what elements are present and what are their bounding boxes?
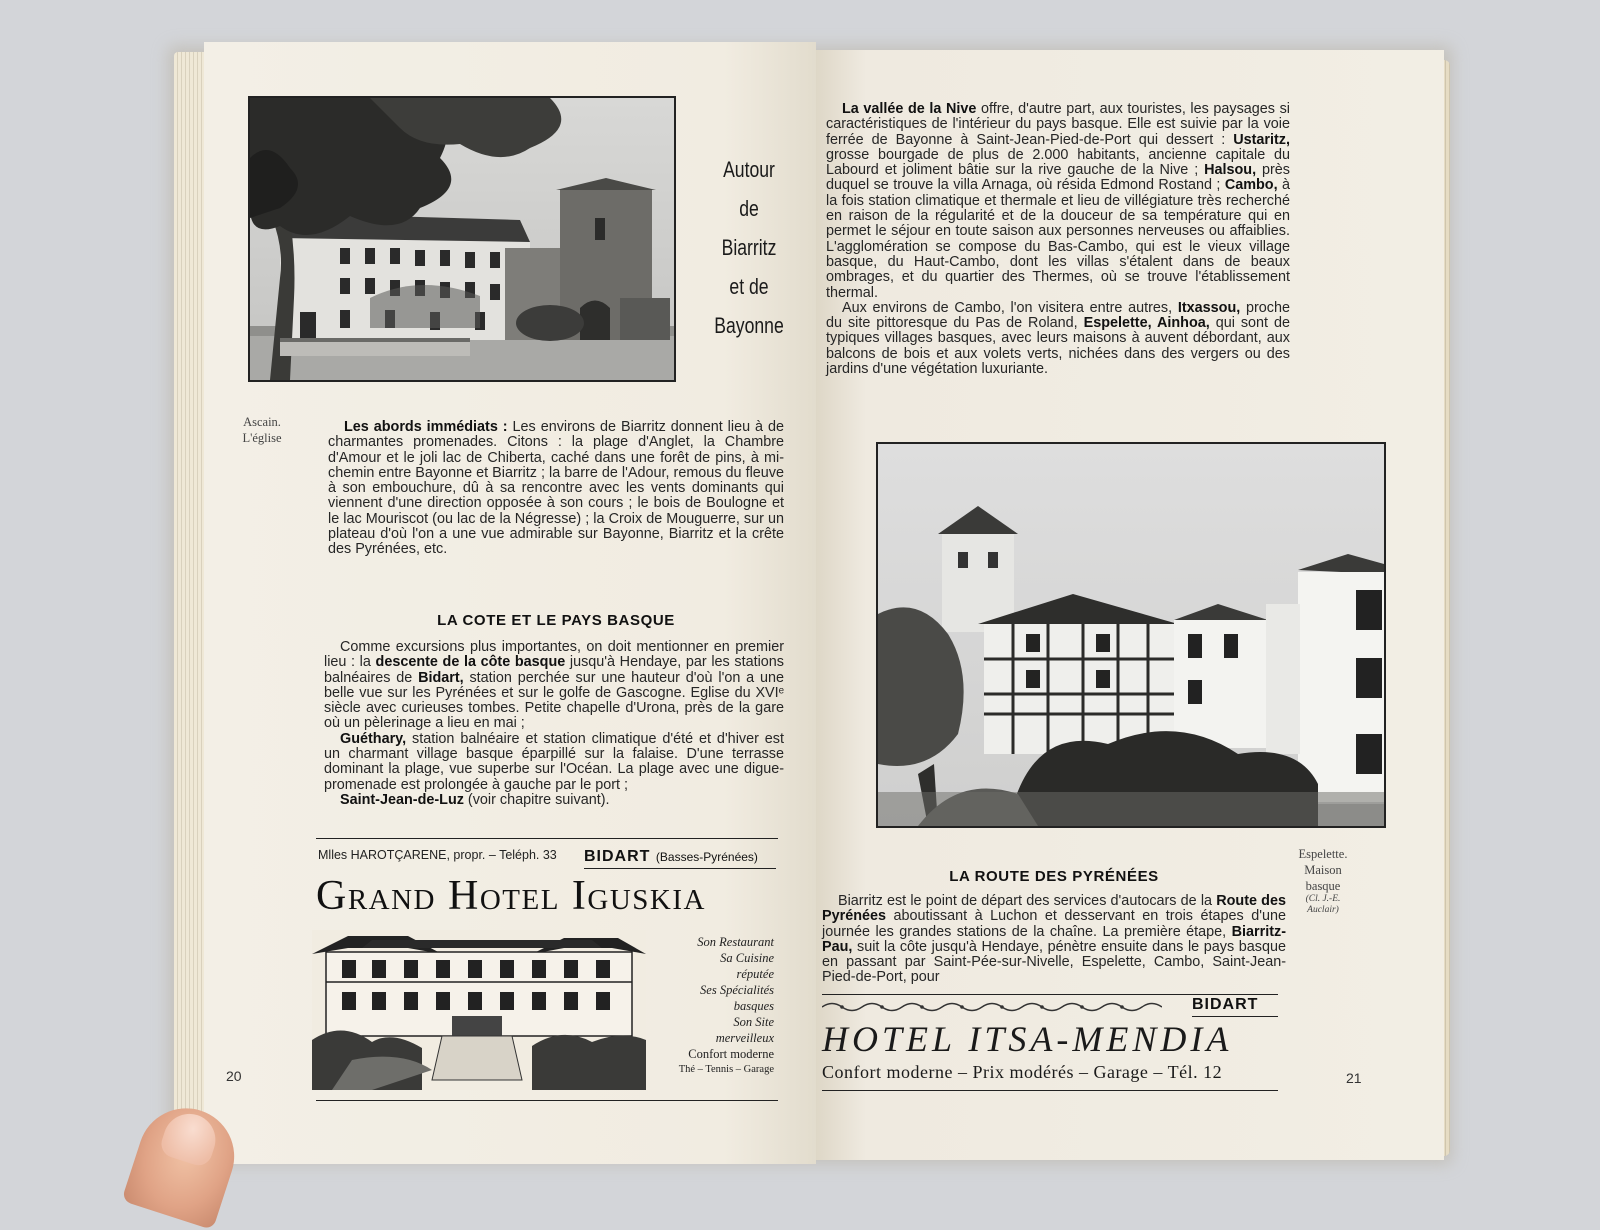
photo-espelette-house: [876, 442, 1386, 828]
paragraph-text: Biarritz est le point de départ des services d'autocars de la: [838, 893, 1217, 909]
ad-feature: Son Restaurant: [697, 935, 774, 949]
caption-line: basque: [1305, 879, 1341, 893]
title-line: Biarritz: [721, 235, 777, 260]
bold-term: Ustaritz,: [1233, 131, 1290, 148]
paragraph-abords: [328, 420, 784, 558]
bold-term: Saint-Jean-de-Luz: [340, 791, 464, 808]
bold-term: La vallée de la Nive: [842, 101, 977, 117]
ad-town-bidart: [584, 848, 758, 866]
bold-term: Biarritz-Pau,: [822, 923, 1286, 955]
photo-credit-line: Auclair): [1307, 905, 1339, 915]
ad-bottom-rule: [822, 1090, 1278, 1091]
paragraph-text: qui sont de typiques villages basques, avec leurs maisons à auvent débordant, aux balcons de bois et aux volets verts, nichées dans des vergers ou des jardins d'une végétation luxuriante.: [826, 315, 1290, 378]
left-page: [204, 42, 816, 1164]
bold-term: Halsou,: [1204, 162, 1257, 179]
paragraph-text: proche du site pittoresque du Pas de Roland,: [826, 299, 1290, 332]
right-page: [816, 50, 1444, 1160]
paragraph-text: Aux environs de Cambo, l'on visitera entre autres,: [842, 299, 1178, 316]
paragraph-text: Comme excursions plus importantes, on doit mentionner en premier lieu : la: [324, 639, 784, 671]
caption-line: L'église: [242, 431, 282, 445]
bold-term: Espelette, Ainhoa,: [1083, 315, 1210, 332]
paragraph-text: (voir chapitre suivant).: [463, 791, 610, 808]
ad-top-rule: [316, 838, 778, 839]
caption-line: Maison: [1304, 863, 1342, 877]
ad-bottom-rule: [316, 1100, 778, 1101]
bold-term: Route des Pyrénées: [822, 893, 1286, 925]
paragraph-text: grosse bourgade de plus de 2.000 habitants, ancienne capitale du Labourd et joliment bâtie sur la rive gauche de la Nive ;: [826, 146, 1290, 179]
paragraph-route-pyrenees: [822, 894, 1286, 986]
ad-features-list: [634, 934, 774, 1078]
paragraph-excursions: [324, 640, 784, 808]
bold-term: Bidart,: [418, 669, 464, 686]
paragraph-text: jusqu'à Hendaye, par les stations balnéaires de: [324, 654, 784, 686]
ad-feature: Confort moderne: [688, 1047, 774, 1061]
bold-term: Guéthary,: [340, 730, 407, 747]
caption-line: Ascain.: [243, 415, 281, 429]
page-number-right: 21: [1346, 1070, 1362, 1086]
photo-ascain-church: [248, 96, 676, 382]
ad-hotel-name-itsa-mendia: HOTEL ITSA-MENDIA: [822, 1019, 1233, 1059]
ad-owner-line: Mlles HAROTÇARENE, propr. – Teléph. 33: [318, 848, 557, 862]
ad-rule-under-bidart: [584, 868, 776, 869]
bold-term: descente de la côte basque: [375, 654, 566, 671]
ad-feature: réputée: [736, 967, 774, 981]
title-line: Autour: [723, 157, 775, 182]
ad-ornament-scroll: [822, 1000, 1162, 1014]
paragraph-text: près duquel se trouve la villa Arnaga, où résida Edmond Rostand ;: [826, 162, 1290, 194]
ad-feature: basques: [733, 999, 774, 1013]
bold-term: Cambo,: [1224, 177, 1278, 194]
paragraph-text: aboutissant à Luchon et desservant en trois étapes d'une journée les grandes stations de la chaîne. La première étape,: [822, 908, 1286, 940]
ad-town: BIDART: [584, 848, 651, 865]
section-title-autour: [705, 150, 793, 345]
paragraph-text: à la fois station climatique et thermale et lieu de villégiature très recherché en raison de la régularité et de la douceur de sa température qui en permet le séjour en toute saison aux personnes nerveuses ou affaiblies. L'agglomération se compose du Bas-Cambo, qui est le vieux village basque, du Haut-Cambo, dont les villas s'étalent dans de beaux ombrages, et du quartier des Thermes, où se trouve l'établissement thermal.: [826, 177, 1290, 301]
photo-caption-ascain: [232, 414, 292, 446]
ad-feature: Sa Cuisine: [720, 951, 774, 965]
ad-feature: Thé – Tennis – Garage: [678, 1064, 774, 1075]
paragraph-text: offre, d'autre part, aux touristes, les paysages si caractéristiques de l'intérieur du pays basque. Elle est suivie par la voie ferrée de Bayonne à Saint-Jean-Pied-de-Port qui dessert :: [826, 101, 1290, 148]
section-heading-route: LA ROUTE DES PYRÉNÉES: [949, 868, 1159, 885]
ad-feature: merveilleux: [715, 1031, 774, 1045]
paragraph-vallee-nive: [826, 102, 1290, 377]
ad-tagline: Confort moderne – Prix modérés – Garage – Tél. 12: [822, 1062, 1223, 1082]
ad-region: (Basses-Pyrénées): [655, 850, 758, 864]
title-line: de: [739, 196, 759, 221]
paragraph-text: Les environs de Biarritz donnent lieu à de charmantes promenades. Citons : la plage d'Anglet, la Chambre d'Amour et le joli lac de Chiberta, caché dans une forêt de pins, à mi-chemin entre Bayonne et Biarritz ; la barre de l'Adour, remous du fleuve à son embouchure, dû à sa rencontre avec les vents dominants qui viennent d'une direction opposée à son cours ; le bois de Boulogne et le lac Mouriscot (ou lac de la Négresse) ; la Croix de Mouguerre, sur un plateau d'où l'on a une vue admirable sur Bayonne, Biarritz et la crête des Pyrénées, etc.: [328, 419, 784, 558]
photo-credit-line: (Cl. J.-E.: [1305, 894, 1341, 904]
ad-illustration-hotel: [312, 930, 646, 1090]
ad-town-bidart: BIDART: [1192, 996, 1259, 1013]
bold-term: Les abords immédiats :: [344, 419, 508, 435]
ad-rule-under-bidart: [1192, 1016, 1278, 1017]
title-line: et de: [729, 274, 769, 299]
paragraph-text: suit la côte jusqu'à Hendaye, pénètre ensuite dans le pays basque en passant par Saint-Pée-sur-Nivelle, Espelette, Cambo, Saint-Jean-Pied-de-Port, pour: [822, 938, 1286, 986]
bold-term: Itxassou,: [1177, 299, 1241, 316]
ad-top-rule: [822, 994, 1278, 995]
photo-caption-espelette: [1286, 846, 1360, 916]
page-number-left: 20: [226, 1068, 242, 1084]
title-line: Bayonne: [714, 313, 784, 338]
caption-line: Espelette.: [1298, 847, 1348, 861]
ad-feature: Son Site: [733, 1015, 774, 1029]
ad-feature: Ses Spécialités: [700, 983, 774, 997]
paragraph-text: station perchée sur une hauteur d'où l'on a une belle vue sur les Pyrénées et sur le golfe de Gascogne. Eglise du XVIᵉ siècle avec curieuses tombes. Petite chapelle d'Urona, près de la gare où un pèlerinage a lieu en mai ;: [324, 669, 784, 732]
paragraph-text: station balnéaire et station climatique d'été et d'hiver est un charmant village basque éparpillé sur la falaise. D'une terrasse dominant la plage, vue superbe sur l'Océan. La plage avec une digue-promenade est prolongée à gauche par le port ;: [324, 730, 784, 793]
ad-hotel-name-iguskia: Grand Hotel Iguskia: [316, 873, 706, 919]
section-heading-cote: LA COTE ET LE PAYS BASQUE: [437, 612, 675, 629]
